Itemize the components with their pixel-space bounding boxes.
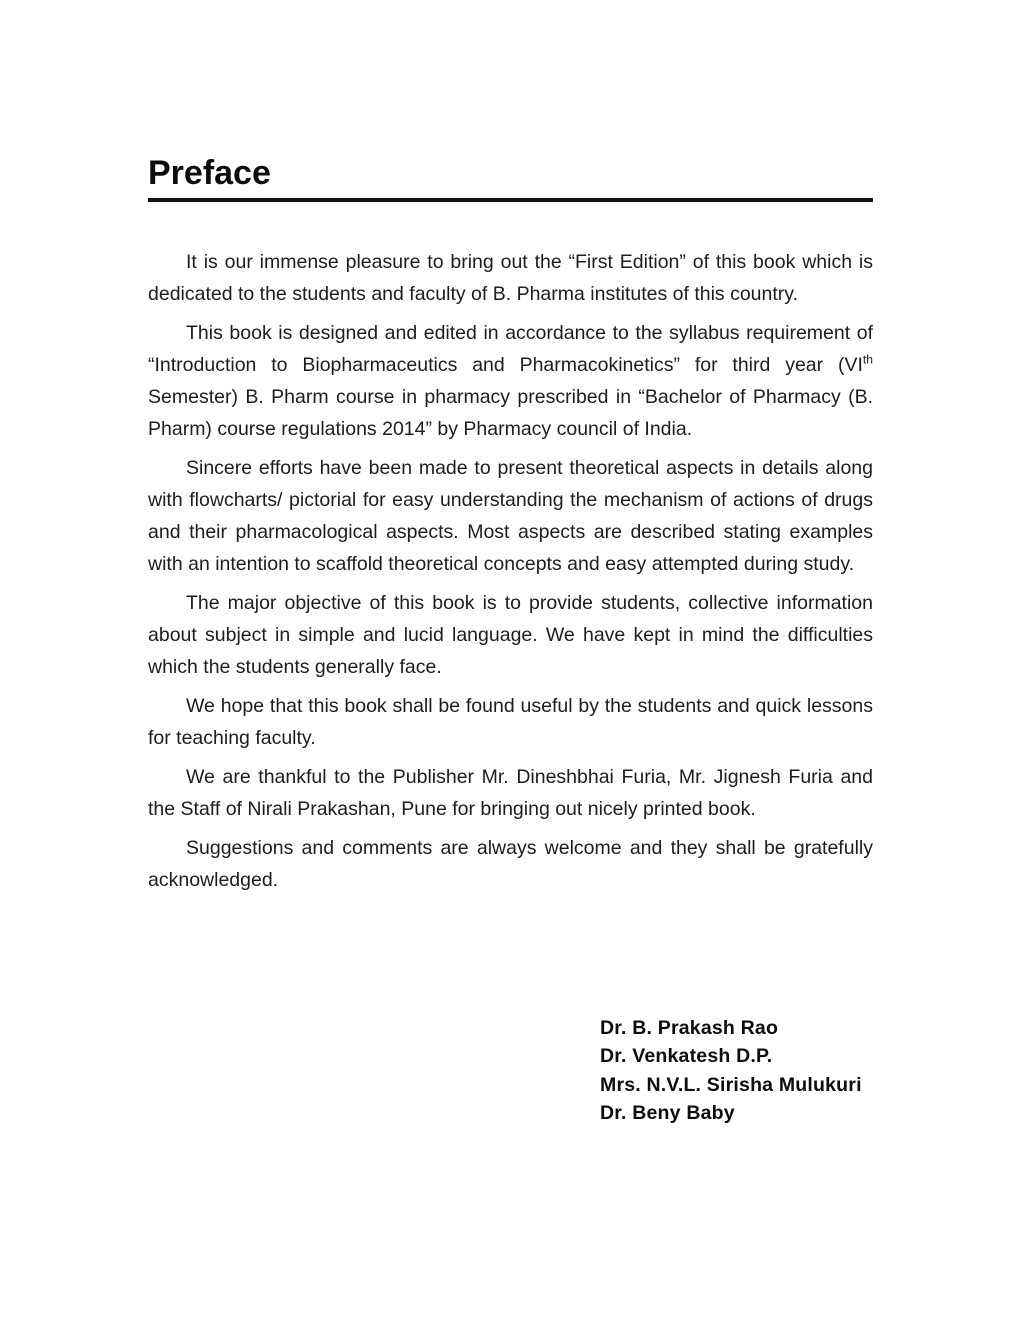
- paragraph-2: [148, 317, 873, 445]
- paragraph-3: Sincere efforts have been made to present theoretical aspects in details along with flowcharts/ pictorial for easy understanding the mechanism of actions of drugs and their pharmacological aspects. Most aspects are described stating examples with an intention to scaffold theoretical concepts and easy attempted during study.: [148, 457, 873, 575]
- paragraph-2-text-before: This book is designed and edited in accordance to the syllabus requirement of “Introduction to Biopharmaceutics and Pharmacokinetics” for third year (VI: [148, 322, 873, 376]
- paragraph-1: It is our immense pleasure to bring out the “First Edition” of this book which is dedicated to the students and faculty of B. Pharma institutes of this country.: [148, 251, 873, 305]
- paragraph-2-text-after: Semester) B. Pharm course in pharmacy prescribed in “Bachelor of Pharmacy (B. Pharm) course regulations 2014” by Pharmacy council of India.: [148, 386, 873, 440]
- superscript-th: th: [862, 352, 873, 367]
- paragraph-6: We are thankful to the Publisher Mr. Dineshbhai Furia, Mr. Jignesh Furia and the Staff of Nirali Prakashan, Pune for bringing out nicely printed book.: [148, 766, 873, 820]
- author-name-1: Dr. B. Prakash Rao: [600, 1017, 779, 1039]
- author-name-2: Dr. Venkatesh D.P.: [600, 1045, 773, 1068]
- preface-body: [148, 246, 873, 896]
- paragraph-4: The major objective of this book is to provide students, collective information about subject in simple and lucid language. We have kept in mind the difficulties which the students generally face.: [148, 592, 873, 678]
- author-name-4: Dr. Beny Baby: [600, 1101, 735, 1124]
- author-name-3: Mrs. N.V.L. Sirisha Mulukuri: [600, 1073, 862, 1096]
- page-title: Preface: [148, 154, 271, 192]
- title-underline-rule: [148, 198, 873, 202]
- paragraph-5: We hope that this book shall be found useful by the students and quick lessons for teaching faculty.: [148, 695, 873, 749]
- paragraph-7: Suggestions and comments are always welcome and they shall be gratefully acknowledged.: [148, 837, 873, 891]
- author-signature-block: [600, 1014, 873, 1127]
